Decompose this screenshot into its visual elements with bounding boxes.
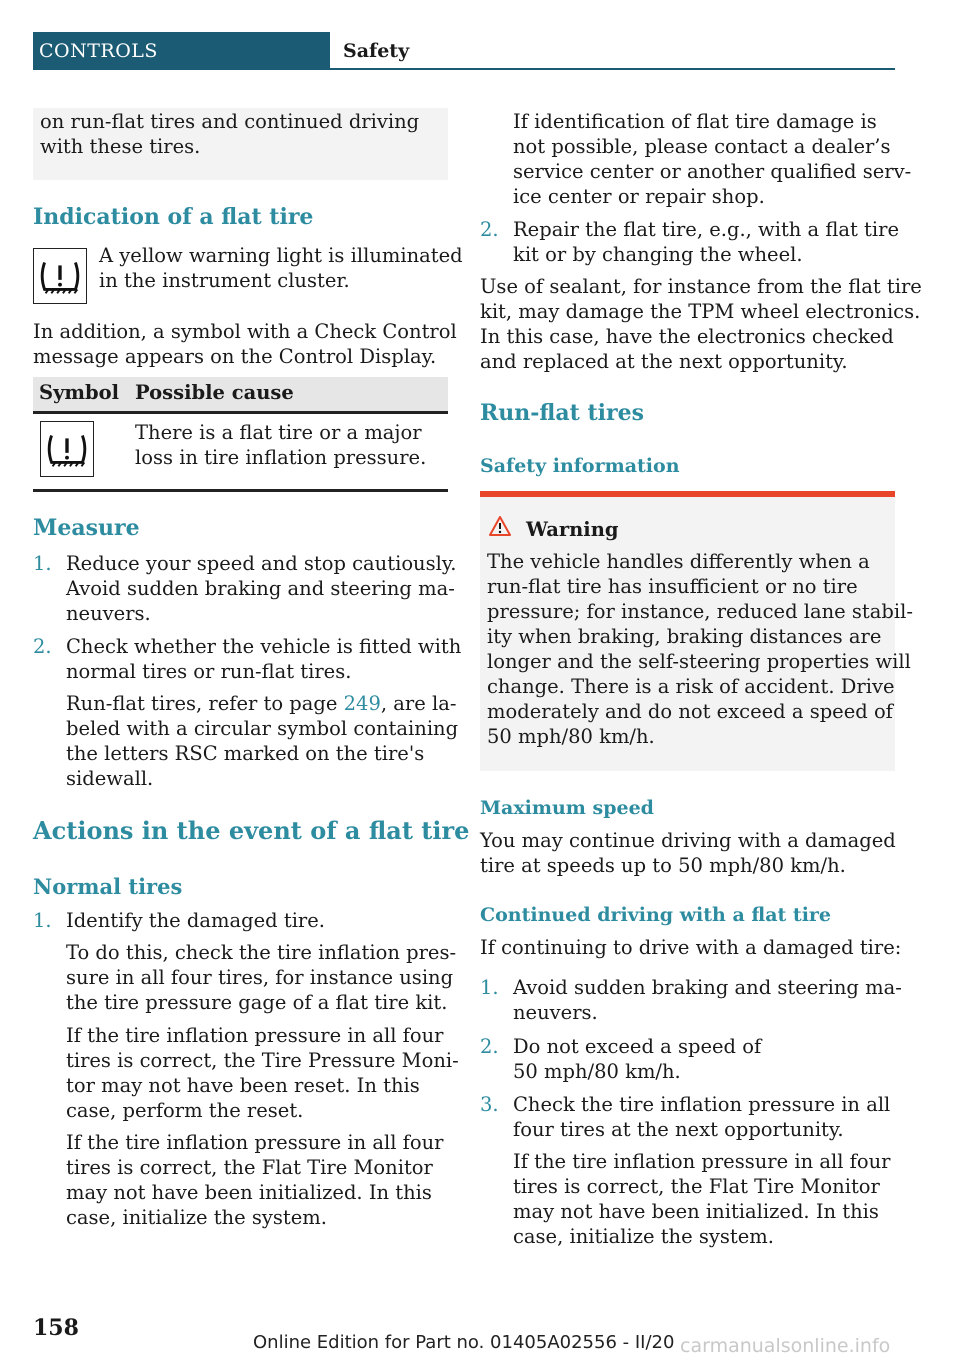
warning-label: Warning <box>526 518 619 541</box>
warning-triangle-icon <box>488 515 512 537</box>
tire-pressure-warning-icon <box>33 248 87 304</box>
header-section-label: CONTROLS <box>33 32 330 70</box>
page-number: 158 <box>33 1315 79 1341</box>
measure-heading: Measure <box>33 515 140 541</box>
indication-text: A yellow warning light is illuminated in the instrument cluster. <box>99 244 463 292</box>
runflat-heading: Run-flat tires <box>480 400 644 426</box>
cont-item-1-number: 1. <box>480 976 499 999</box>
measure-item-1: Reduce your speed and stop cautiously. Avoid sudden braking and steering ma- neuvers. <box>66 552 457 625</box>
cont-item-3-number: 3. <box>480 1093 499 1116</box>
watermark: carmanualsonline.info <box>680 1335 891 1357</box>
normal-tires-heading: Normal tires <box>33 874 183 899</box>
actions-heading: Actions in the event of a flat tire <box>33 816 470 845</box>
normal-item-1: Identify the damaged tire. <box>66 909 325 932</box>
addition-text: In addition, a symbol with a Check Control message appears on the Control Display. <box>33 320 457 368</box>
page-link-249[interactable]: 249 <box>343 692 381 715</box>
table-rule-top <box>33 411 448 414</box>
measure-item-1-number: 1. <box>33 552 52 575</box>
normal-paragraph-2: If the tire inflation pressure in all four tires is correct, the Tire Pressure Moni- tor may not have been reset. In this case, perform the reset. <box>66 1024 459 1122</box>
max-speed-heading: Maximum speed <box>480 797 654 819</box>
max-speed-text: You may continue driving with a damaged tire at speeds up to 50 mph/80 km/h. <box>480 829 896 877</box>
warning-text: The vehicle handles differently when a run-flat tire has insufficient or no tire pressure; for instance, reduced lane stabil- ity when braking, braking distances are longer and the self-steering properties will change. There is a risk of accident. Drive moderately and do not exceed a speed of 50 mph/80 km/h. <box>487 550 913 748</box>
header-rule <box>330 68 895 70</box>
cont-paragraph: If the tire inflation pressure in all four tires is correct, the Flat Tire Monitor may not have been initialized. In this case, initialize the system. <box>513 1150 891 1248</box>
continued-intro: If continuing to drive with a damaged tire: <box>480 936 902 959</box>
repair-item-number: 2. <box>480 218 499 241</box>
col-symbol: Symbol <box>39 381 120 404</box>
sealant-paragraph: Use of sealant, for instance from the flat tire kit, may damage the TPM wheel electronics. In this case, have the electronics checked and replaced at the next opportunity. <box>480 275 922 373</box>
indication-heading: Indication of a flat tire <box>33 204 314 230</box>
edition-footer: Online Edition for Part no. 01405A02556 - II/20 <box>253 1332 675 1353</box>
symbol-table-header <box>33 377 448 411</box>
col-cause: Possible cause <box>135 381 294 404</box>
intro-text: on run-flat tires and continued driving with these tires. <box>40 110 420 158</box>
normal-item-1-number: 1. <box>33 909 52 932</box>
cont-item-2: Do not exceed a speed of 50 mph/80 km/h. <box>513 1035 762 1083</box>
identification-paragraph: If identification of flat tire damage is not possible, please contact a dealer’s service center or another qualified serv- ice center or repair shop. <box>513 110 912 208</box>
cont-item-2-number: 2. <box>480 1035 499 1058</box>
normal-paragraph-1: To do this, check the tire inflation pres- sure in all four tires, for instance using the tire pressure gage of a flat tire kit. <box>66 941 457 1014</box>
cont-item-1: Avoid sudden braking and steering ma- neuvers. <box>513 976 902 1024</box>
runflat-reference: Run-flat tires, refer to page 249, are la- beled with a circular symbol containing the letters RSC marked on the tire's sidewall. <box>66 692 459 790</box>
measure-item-2: Check whether the vehicle is fitted with normal tires or run-flat tires. <box>66 635 462 683</box>
cont-item-3: Check the tire inflation pressure in all four tires at the next opportunity. <box>513 1093 891 1141</box>
safety-info-heading: Safety information <box>480 455 680 477</box>
tire-pressure-warning-icon <box>40 421 94 477</box>
continued-driving-heading: Continued driving with a flat tire <box>480 904 832 926</box>
table-row-cause: There is a flat tire or a major loss in tire inflation pressure. <box>135 421 427 469</box>
normal-paragraph-3: If the tire inflation pressure in all four tires is correct, the Flat Tire Monitor may not have been initialized. In this case, initialize the system. <box>66 1131 444 1229</box>
measure-item-2-number: 2. <box>33 635 52 658</box>
table-rule-bottom <box>33 489 448 492</box>
header-chapter-label: Safety <box>343 40 410 62</box>
repair-item: Repair the flat tire, e.g., with a flat tire kit or by changing the wheel. <box>513 218 899 266</box>
